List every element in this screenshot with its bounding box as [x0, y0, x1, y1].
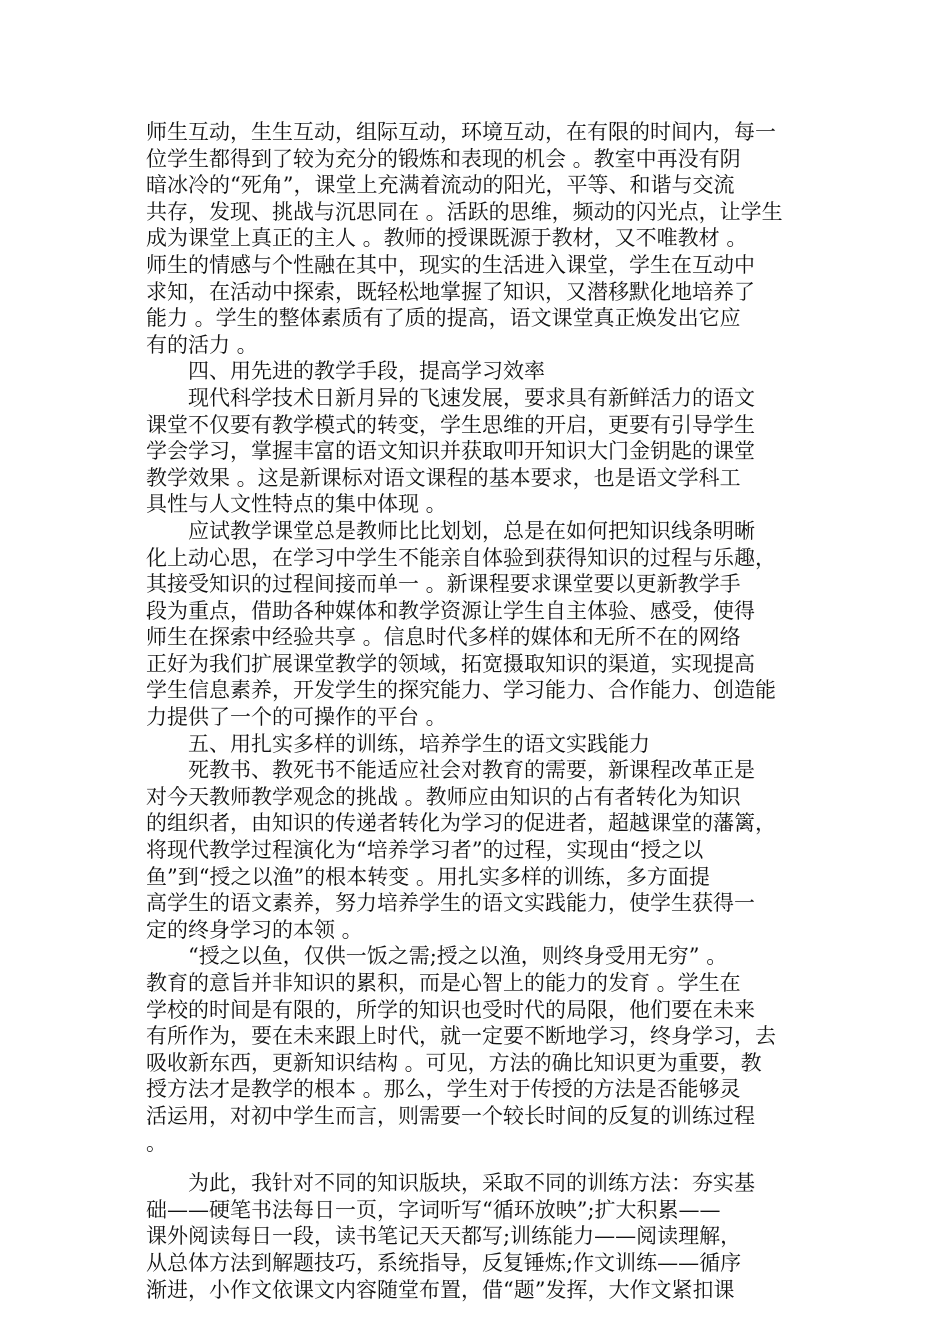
paragraph-continued [146, 119, 806, 358]
text-line: 暗冰冷的“死角”，课堂上充满着流动的阳光，平等、和谐与交流 [146, 173, 735, 198]
heading-line: 四、用先进的教学手段，提高学习效率 [188, 359, 545, 384]
text-line: 求知，在活动中探索，既轻松地掌握了知识，又潜移默化地培养了 [146, 279, 755, 304]
document-text [146, 119, 806, 1303]
text-line: 为此，我针对不同的知识版块，采取不同的训练方法：夯实基 [188, 1171, 755, 1196]
text-line: 。 [146, 1130, 167, 1155]
text-line: 学生信息素养，开发学生的探究能力、学习能力、合作能力、创造能 [146, 678, 776, 703]
paragraph-methods [146, 1170, 806, 1303]
text-line: 课堂不仅要有教学模式的转变，学生思维的开启，更要有引导学生 [146, 412, 755, 437]
text-line: 其接受知识的过程间接而单一 。新课程要求课堂要以更新教学手 [146, 572, 741, 597]
text-line: 师生在探索中经验共享 。信息时代多样的媒体和无所不在的网络 [146, 625, 741, 650]
text-line: 定的终身学习的本领 。 [146, 917, 363, 942]
text-line: 师生的情感与个性融在其中，现实的生活进入课堂，学生在互动中 [146, 252, 755, 277]
paragraph-exam [146, 518, 806, 731]
text-line: 渐进，小作文依课文内容随堂布置，借“题”发挥，大作文紧扣课 [146, 1277, 735, 1302]
section-heading-four [146, 358, 806, 385]
text-line: 础——硬笔书法每日一页，字词听写“循环放映”;扩大积累—— [146, 1197, 721, 1222]
text-line: 教学效果 。这是新课标对语文课程的基本要求，也是语文学科工 [146, 465, 741, 490]
text-line: 成为课堂上真正的主人 。教师的授课既源于教材，又不唯教材 。 [146, 226, 748, 251]
text-line: 有所作为，要在未来跟上时代，就一定要不断地学习，终身学习，去 [146, 1024, 776, 1049]
text-line: 位学生都得到了较为充分的锻炼和表现的机会 。教室中再没有阴 [146, 146, 741, 171]
paragraph-tech [146, 385, 806, 518]
text-line: 能力 。学生的整体素质有了质的提高，语文课堂真正焕发出它应 [146, 306, 741, 331]
text-line: 对今天教师教学观念的挑战 。教师应由知识的占有者转化为知识 [146, 784, 741, 809]
text-line: 从总体方法到解题技巧，系统指导，反复锤炼;作文训练——循序 [146, 1250, 742, 1275]
heading-line: 五、用扎实多样的训练，培养学生的语文实践能力 [188, 731, 650, 756]
text-line: 有的活力 。 [146, 332, 258, 357]
text-line: “授之以鱼，仅供一饭之需;授之以渔，则终身受用无穷” 。 [188, 944, 728, 969]
text-line: 死教书、教死书不能适应社会对教育的需要，新课程改革正是 [188, 758, 755, 783]
text-line: 吸收新东西，更新知识结构 。可见，方法的确比知识更为重要，教 [146, 1050, 762, 1075]
paragraph-quote [146, 943, 806, 1156]
text-line: 将现代教学过程演化为“培养学习者”的过程，实现由“授之以 [146, 838, 704, 863]
text-line: 活运用，对初中学生而言，则需要一个较长时间的反复的训练过程 [146, 1103, 755, 1128]
text-line: 现代科学技术日新月异的飞速发展，要求具有新鲜活力的语文 [188, 385, 755, 410]
text-line: 应试教学课堂总是教师比比划划，总是在如何把知识线条明晰 [188, 518, 755, 543]
text-line: 力提供了一个的可操作的平台 。 [146, 705, 447, 730]
text-line: 授方法才是教学的根本 。那么，学生对于传授的方法是否能够灵 [146, 1077, 741, 1102]
text-line: 学会学习，掌握丰富的语文知识并获取叩开知识大门金钥匙的课堂 [146, 439, 755, 464]
text-line: 高学生的语文素养，努力培养学生的语文实践能力，使学生获得一 [146, 891, 755, 916]
text-line: 的组织者，由知识的传递者转化为学习的促进者，超越课堂的藩篱， [146, 811, 776, 836]
text-line: 具性与人文性特点的集中体现 。 [146, 492, 447, 517]
text-line: 鱼”到“授之以渔”的根本转变 。用扎实多样的训练，多方面提 [146, 864, 710, 889]
text-line: 师生互动，生生互动，组际互动，环境互动，在有限的时间内，每一 [146, 120, 776, 144]
text-line: 正好为我们扩展课堂教学的领域，拓宽摄取知识的渠道，实现提高 [146, 651, 755, 676]
text-line: 共存，发现、挑战与沉思同在 。活跃的思维，频动的闪光点，让学生 [146, 199, 783, 224]
section-heading-five [146, 731, 806, 758]
text-line: 学校的时间是有限的，所学的知识也受时代的局限，他们要在未来 [146, 997, 755, 1022]
text-line: 课外阅读每日一段，读书笔记天天都写;训练能力——阅读理解， [146, 1224, 742, 1249]
paragraph-training [146, 757, 806, 943]
text-line: 教育的意旨并非知识的累积，而是心智上的能力的发育 。学生在 [146, 971, 741, 995]
text-line: 段为重点，借助各种媒体和教学资源让学生自主体验、感受，使得 [146, 598, 755, 623]
text-line: 化上动心思，在学习中学生不能亲自体验到获得知识的过程与乐趣， [146, 545, 776, 570]
